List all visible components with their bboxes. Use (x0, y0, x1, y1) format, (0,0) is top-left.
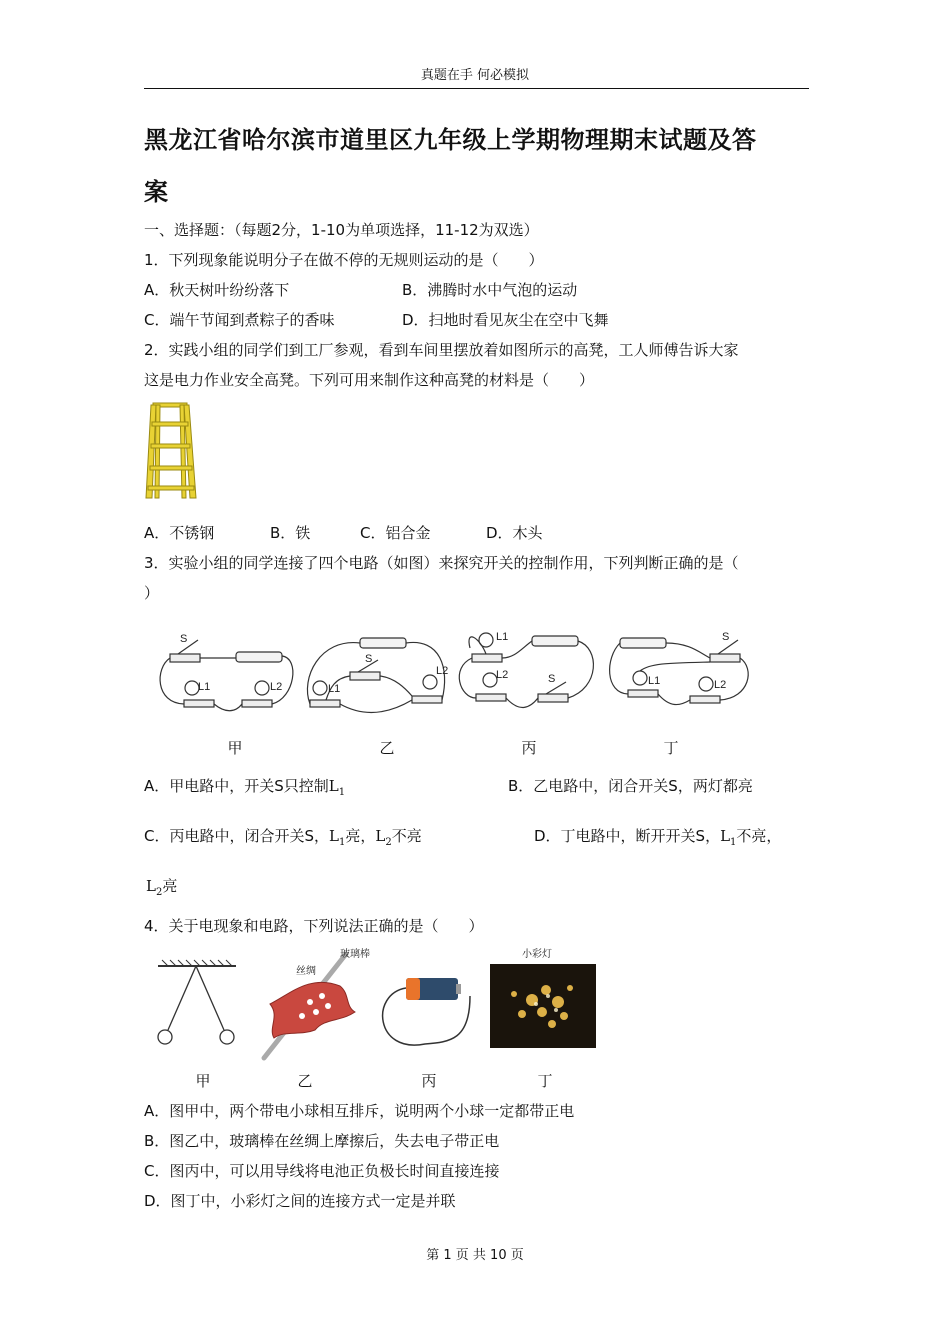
q3-option-d: D．丁电路中，断开开关S，$L_1$不亮， (534, 827, 782, 848)
ding-l2-label: L2 (714, 679, 727, 691)
lights-label: 小彩灯 (522, 949, 552, 960)
bing-switch-label: S (548, 673, 556, 685)
q1-option-b: B．沸腾时水中气泡的运动 (402, 281, 578, 299)
q1-stem: 1．下列现象能说明分子在做不停的无规则运动的是（ ） (144, 251, 544, 269)
q2-option-a: A．不锈钢 (144, 524, 215, 542)
section-heading: 一、选择题：（每题2分，1-10为单项选择，11-12为双选） (144, 221, 539, 239)
q3-option-d-cont: $L_2$亮 (146, 877, 178, 898)
q4-caption-bing: 丙 (421, 1072, 437, 1090)
q3-caption-jia: 甲 (227, 739, 243, 757)
q3-stem-line1: 3．实验小组的同学连接了四个电路（如图）来探究开关的控制作用，下列判断正确的是（ (144, 554, 739, 572)
figure-jia-pendulum (158, 960, 236, 1044)
circuit-ding (610, 638, 749, 705)
figure-ding-lights (490, 947, 596, 1048)
q4-figure (150, 944, 600, 1062)
circuit-jia (160, 640, 293, 711)
q2-stem-line2: 这是电力作业安全高凳。下列可用来制作这种高凳的材料是（ ） (144, 371, 595, 389)
page-header: 真题在手 何必模拟 (420, 68, 530, 83)
q3-option-c: C．丙电路中，闭合开关S，$L_1$亮，$L_2$不亮 (144, 827, 422, 848)
q3-caption-yi: 乙 (379, 739, 395, 757)
q3-stem-line2: ） (144, 584, 160, 602)
q2-option-d: D．木头 (486, 524, 543, 542)
circuit-bing (459, 633, 593, 707)
q1-option-d: D．扫地时看见灰尘在空中飞舞 (402, 311, 609, 329)
glass-rod-label: 玻璃棒 (340, 949, 370, 960)
q4-option-b: B．图乙中，玻璃棒在丝绸上摩擦后，失去电子带正电 (144, 1132, 500, 1150)
stool-drawing (146, 403, 196, 498)
jia-l2-label: L2 (270, 681, 283, 693)
ding-l1-label: L1 (648, 675, 661, 687)
q4-stem: 4．关于电现象和电路，下列说法正确的是（ ） (144, 917, 484, 935)
q1-option-c: C．端午节闻到煮粽子的香味 (144, 311, 335, 329)
bing-l1-label: L1 (496, 631, 509, 643)
figure-yi-rod (264, 947, 370, 1058)
q3-option-a-lamp: $L_1$ (328, 777, 346, 798)
yi-l1-label: L1 (328, 683, 341, 695)
bing-l2-label: L2 (496, 669, 509, 681)
q3-option-a (144, 776, 345, 803)
q4-caption-jia: 甲 (195, 1072, 211, 1090)
q4-option-a: A．图甲中，两个带电小球相互排斥，说明两个小球一定都带正电 (144, 1102, 575, 1120)
circuit-yi (307, 638, 444, 712)
page-title-line2: 案 (144, 178, 169, 206)
ding-switch-label: S (722, 631, 730, 643)
q3-option-a-text: A．甲电路中，开关S只控制 (144, 777, 329, 795)
q3-circuits-figure (150, 618, 755, 718)
silk-label: 丝绸 (296, 966, 316, 977)
page-footer: 第 1 页 共 10 页 (426, 1248, 524, 1263)
q4-caption-ding: 丁 (537, 1072, 553, 1090)
q2-stem-line1: 2．实践小组的同学们到工厂参观，看到车间里摆放着如图所示的高凳，工人师傅告诉大家 (144, 341, 739, 359)
header-rule (144, 88, 809, 89)
q3-caption-bing: 丙 (521, 739, 537, 757)
q3-caption-ding: 丁 (663, 739, 679, 757)
q4-option-d: D．图丁中，小彩灯之间的连接方式一定是并联 (144, 1192, 456, 1210)
q2-option-b: B．铁 (270, 524, 311, 542)
q1-option-a: A．秋天树叶纷纷落下 (144, 281, 290, 299)
q3-option-b: B．乙电路中，闭合开关S，两灯都亮 (508, 777, 753, 795)
yi-l2-label: L2 (436, 665, 449, 677)
q4-caption-yi: 乙 (297, 1072, 313, 1090)
q2-option-c: C．铝合金 (360, 524, 431, 542)
figure-bing-battery (383, 978, 470, 1045)
stool-figure (142, 400, 200, 502)
jia-switch-label: S (180, 633, 188, 645)
page-title-line1: 黑龙江省哈尔滨市道里区九年级上学期物理期末试题及答 (144, 126, 757, 154)
q4-option-c: C．图丙中，可以用导线将电池正负极长时间直接连接 (144, 1162, 500, 1180)
jia-l1-label: L1 (198, 681, 211, 693)
yi-switch-label: S (365, 653, 373, 665)
